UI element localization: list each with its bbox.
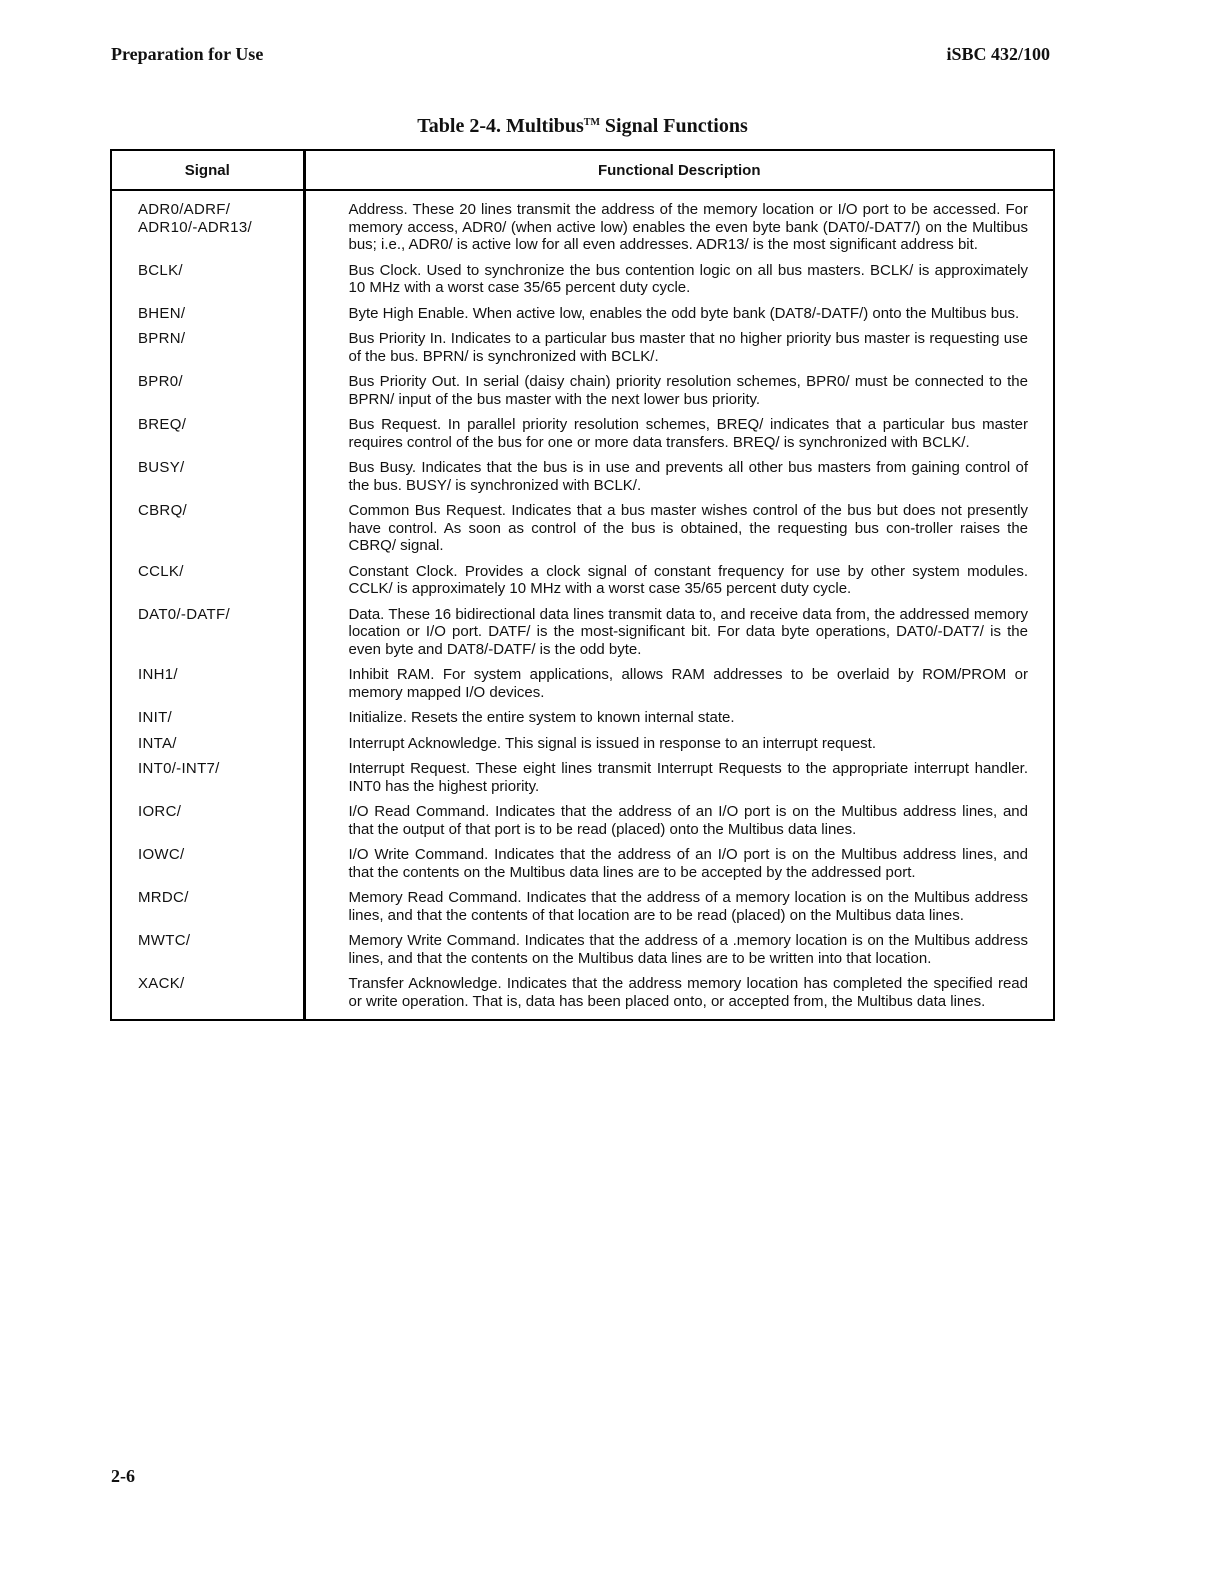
- table-title-suffix: Signal Functions: [599, 115, 748, 137]
- description-cell: Bus Priority Out. In serial (daisy chain) priority resolution schemes, BPR0/ must be connected to the BPRN/ input of the bus master with the next lower bus priority.: [348, 373, 1028, 408]
- signal-cell: CCLK/: [111, 563, 304, 606]
- signal-cell: BUSY/: [111, 459, 304, 502]
- signal-cell: CBRQ/: [111, 502, 304, 563]
- column-header-signal: Signal: [111, 150, 304, 190]
- description-cell: Inhibit RAM. For system applications, allows RAM addresses to be overlaid by ROM/PROM or memory mapped I/O devices.: [348, 666, 1028, 701]
- table-row: [111, 735, 1054, 761]
- column-header-description: Functional Description: [304, 150, 1054, 190]
- signal-name: ADR10/-ADR13/: [138, 218, 252, 236]
- table-row: [111, 190, 1054, 262]
- running-header-section: Preparation for Use: [111, 44, 264, 64]
- description-cell: Bus Busy. Indicates that the bus is in use and prevents all other bus masters from gaining control of the bus. BUSY/ is synchronized with BCLK/.: [348, 459, 1028, 494]
- signal-cell: BCLK/: [111, 262, 304, 305]
- signal-cell: BPRN/: [111, 330, 304, 373]
- description-cell: Transfer Acknowledge. Indicates that the address memory location has completed the specified read or write operation. That is, data has been placed onto, or accepted from, the Multibus data lines.: [348, 975, 1028, 1010]
- table-row: [111, 760, 1054, 803]
- signal-cell: INT0/-INT7/: [111, 760, 304, 803]
- description-cell: Memory Write Command. Indicates that the address of a .memory location is on the Multibus address lines, and that the contents on the Multibus data lines are to be written into that location.: [348, 932, 1028, 967]
- description-cell: Interrupt Acknowledge. This signal is issued in response to an interrupt request.: [348, 734, 877, 752]
- description-cell: Byte High Enable. When active low, enables the odd byte bank (DAT8/-DATF/) onto the Multibus bus.: [348, 304, 1020, 322]
- table-row: [111, 846, 1054, 889]
- table-row: [111, 262, 1054, 305]
- signal-functions-table: [110, 149, 1055, 1021]
- signal-cell: BPR0/: [111, 373, 304, 416]
- table-title-prefix: Table 2-4. Multibus: [417, 115, 584, 137]
- signal-cell: MWTC/: [111, 932, 304, 975]
- signal-cell: BHEN/: [111, 305, 304, 331]
- table-row: [111, 305, 1054, 331]
- table-row: [111, 975, 1054, 1020]
- description-cell: Data. These 16 bidirectional data lines transmit data to, and receive data from, the addressed memory location or I/O port. DATF/ is the most-significant bit. For data byte operations, DAT0/-DAT7/ is the even byte and DAT8/-DATF/ is the odd byte.: [348, 605, 1028, 658]
- description-cell: I/O Read Command. Indicates that the address of an I/O port is on the Multibus address lines, and that the output of that port is to be read (placed) onto the Multibus data lines.: [348, 803, 1028, 838]
- signal-cell: DAT0/-DATF/: [111, 606, 304, 667]
- table-row: [111, 932, 1054, 975]
- table-row: [111, 889, 1054, 932]
- table-row: [111, 373, 1054, 416]
- signal-cell: MRDC/: [111, 889, 304, 932]
- table-row: [111, 803, 1054, 846]
- table-header-row: [111, 150, 1054, 190]
- table-row: [111, 563, 1054, 606]
- table-title: [0, 115, 1165, 138]
- signal-cell: XACK/: [111, 975, 304, 1020]
- table-row: [111, 502, 1054, 563]
- description-cell: Initialize. Resets the entire system to known internal state.: [348, 709, 735, 726]
- description-cell: Address. These 20 lines transmit the address of the memory location or I/O port to be accessed. For memory access, ADR0/ (when active low) enables the even byte bank (DAT0/-DAT7/) on the Multibus bus; i.e., ADR0/ is active low for all even addresses. ADR13/ is the most significant address bit.: [348, 201, 1028, 253]
- table-row: [111, 709, 1054, 735]
- table-row: [111, 606, 1054, 667]
- table-row: [111, 459, 1054, 502]
- table-row: [111, 330, 1054, 373]
- signal-cell: IORC/: [111, 803, 304, 846]
- description-cell: Memory Read Command. Indicates that the address of a memory location is on the Multibus address lines, and that the contents of that location are to be read (placed) on the Multibus data lines.: [348, 889, 1028, 924]
- description-cell: Interrupt Request. These eight lines transmit Interrupt Requests to the appropriate interrupt handler. INT0 has the highest priority.: [348, 760, 1028, 795]
- description-cell: Common Bus Request. Indicates that a bus master wishes control of the bus but does not presently have control. As soon as control of the bus is obtained, the requesting bus con-troller raises the CBRQ/ signal.: [348, 502, 1028, 554]
- description-cell: I/O Write Command. Indicates that the address of an I/O port is on the Multibus address lines, and that the contents on the Multibus data lines are to be accepted by the addressed port.: [348, 846, 1028, 881]
- description-cell: Bus Clock. Used to synchronize the bus contention logic on all bus masters. BCLK/ is approximately 10 MHz with a worst case 35/65 percent duty cycle.: [348, 261, 1028, 296]
- signal-name: ADR0/ADRF/: [138, 201, 231, 218]
- signal-cell: IOWC/: [111, 846, 304, 889]
- signal-cell: BREQ/: [111, 416, 304, 459]
- page-number: 2-6: [111, 1466, 135, 1486]
- signal-cell: [111, 190, 304, 262]
- running-header-product: iSBC 432/100: [946, 44, 1050, 64]
- description-cell: Bus Request. In parallel priority resolution schemes, BREQ/ indicates that a particular bus master requires control of the bus for one or more data transfers. BREQ/ is synchronized with BCLK/.: [348, 416, 1028, 451]
- signal-cell: INIT/: [111, 709, 304, 735]
- signal-cell: INH1/: [111, 666, 304, 709]
- table-row: [111, 666, 1054, 709]
- description-cell: Bus Priority In. Indicates to a particular bus master that no higher priority bus master is requesting use of the bus. BPRN/ is synchronized with BCLK/.: [348, 330, 1028, 365]
- signal-cell: INTA/: [111, 735, 304, 761]
- description-cell: Constant Clock. Provides a clock signal of constant frequency for use by other system modules. CCLK/ is approximately 10 MHz with a worst case 35/65 percent duty cycle.: [348, 562, 1028, 597]
- trademark-mark: TM: [583, 117, 600, 128]
- table-row: [111, 416, 1054, 459]
